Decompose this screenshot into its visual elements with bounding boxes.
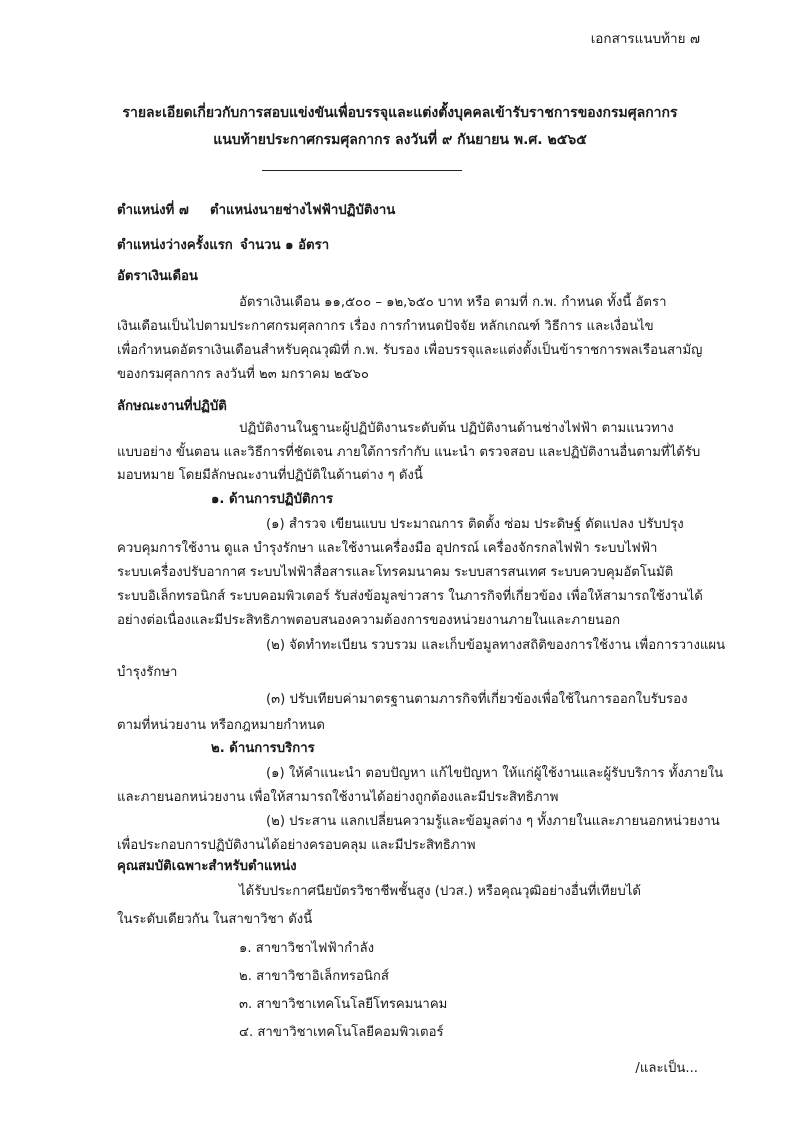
qualifications-intro-line: ได้รับประกาศนียบัตรวิชาชีพชั้นสูง (ปวส.) หรือคุณวุฒิอย่างอื่นที่เทียบได้	[239, 884, 641, 899]
vacancy-label: ตำแหน่งว่างครั้งแรก	[117, 238, 233, 253]
salary-line: เพื่อกำหนดอัตราเงินเดือนสำหรับคุณวุฒิที่ ก.พ. รับรอง เพื่อบรรจุและแต่งตั้งเป็นข้าราชการพลเรือนสามัญ	[117, 343, 703, 358]
vacancy-count: จำนวน ๑ อัตรา	[240, 238, 330, 253]
qualifications-heading: คุณสมบัติเฉพาะสำหรับตำแหน่ง	[117, 859, 297, 874]
continuation-marker: /และเป็น...	[635, 1061, 698, 1076]
annex-label: เอกสารแนบท้าย ๗	[590, 31, 700, 47]
duty-item-line: เพื่อประกอบการปฏิบัติงานได้อย่างครอบคลุม และมีประสิทธิภาพ	[117, 838, 476, 853]
salary-line: ของกรมศุลกากร ลงวันที่ ๒๓ มกราคม ๒๕๖๐	[117, 367, 369, 382]
duty-item-line: (๑) สำรวจ เขียนแบบ ประมาณการ ติดตั้ง ซ่อม ประดิษฐ์ ดัดแปลง ปรับปรุง	[266, 517, 684, 532]
duty-item-line: (๒) จัดทำทะเบียน รวบรวม และเก็บข้อมูลทางสถิติของการใช้งาน เพื่อการวางแผน	[266, 638, 726, 653]
field-of-study-item: ๓. สาขาวิชาเทคโนโลยีโทรคมนาคม	[239, 997, 448, 1012]
salary-line: เงินเดือนเป็นไปตามประกาศกรมศุลกากร เรื่อง การกำหนดปัจจัย หลักเกณฑ์ วิธีการ และเงื่อนไข	[117, 319, 654, 334]
qualifications-intro-line: ในระดับเดียวกัน ในสาขาวิชา ดังนี้	[117, 912, 313, 927]
field-of-study-item: ๔. สาขาวิชาเทคโนโลยีคอมพิวเตอร์	[239, 1025, 444, 1040]
section-heading-services: ๒. ด้านการบริการ	[211, 741, 315, 756]
position-number: ตำแหน่งที่ ๗	[117, 203, 189, 218]
duties-intro-line: มอบหมาย โดยมีลักษณะงานที่ปฏิบัติในด้านต่าง ๆ ดังนี้	[117, 468, 423, 483]
duty-item-line: ระบบอิเล็กทรอนิกส์ ระบบคอมพิวเตอร์ รับส่งข้อมูลข่าวสาร ในภารกิจที่เกี่ยวข้อง เพื่อให้สามารถใช้งานได้	[117, 589, 703, 604]
salary-line: อัตราเงินเดือน ๑๑,๕๐๐ – ๑๒,๖๕๐ บาท หรือ ตามที่ ก.พ. กำหนด ทั้งนี้ อัตรา	[239, 295, 667, 310]
section-heading-operations: ๑. ด้านการปฏิบัติการ	[211, 492, 334, 507]
duty-item-line: (๓) ปรับเทียบค่ามาตรฐานตามภารกิจที่เกี่ยวข้องเพื่อใช้ในการออกใบรับรอง	[266, 692, 688, 707]
duty-item-line: และภายนอกหน่วยงาน เพื่อให้สามารถใช้งานได้อย่างถูกต้องและมีประสิทธิภาพ	[117, 790, 559, 805]
duty-item-line: (๒) ประสาน แลกเปลี่ยนความรู้และข้อมูลต่าง ๆ ทั้งภายในและภายนอกหน่วยงาน	[266, 814, 720, 829]
duty-item-line: (๑) ให้คำแนะนำ ตอบปัญหา แก้ไขปัญหา ให้แก่ผู้ใช้งานและผู้รับบริการ ทั้งภายใน	[266, 766, 724, 781]
position-name: ตำแหน่งนายช่างไฟฟ้าปฏิบัติงาน	[210, 203, 396, 218]
field-of-study-item: ๒. สาขาวิชาอิเล็กทรอนิกส์	[239, 969, 389, 984]
salary-heading: อัตราเงินเดือน	[117, 269, 198, 284]
duty-item-line: ตามที่หน่วยงาน หรือกฎหมายกำหนด	[117, 718, 325, 733]
duties-intro-line: แบบอย่าง ขั้นตอน และวิธีการที่ชัดเจน ภายใต้การกำกับ แนะนำ ตรวจสอบ และปฏิบัติงานอื่นตามที่ได้รับ	[117, 445, 701, 460]
field-of-study-item: ๑. สาขาวิชาไฟฟ้ากำลัง	[239, 941, 375, 956]
duties-heading: ลักษณะงานที่ปฏิบัติ	[117, 399, 227, 414]
duties-intro-line: ปฏิบัติงานในฐานะผู้ปฏิบัติงานระดับต้น ปฏิบัติงานด้านช่างไฟฟ้า ตามแนวทาง	[239, 421, 674, 436]
duty-item-line: ควบคุมการใช้งาน ดูแล บำรุงรักษา และใช้งานเครื่องมือ อุปกรณ์ เครื่องจักรกลไฟฟ้า ระบบไฟฟ้า	[117, 541, 658, 556]
document-title-line-2: แนบท้ายประกาศกรมศุลกากร ลงวันที่ ๙ กันยายน พ.ศ. ๒๕๖๕	[213, 132, 587, 148]
duty-item-line: อย่างต่อเนื่องและมีประสิทธิภาพตอบสนองความต้องการของหน่วยงานภายในและภายนอก	[117, 613, 621, 628]
document-title-line-1: รายละเอียดเกี่ยวกับการสอบแข่งขันเพื่อบรรจุและแต่งตั้งบุคคลเข้ารับราชการของกรมศุลกากร	[122, 105, 678, 121]
duty-item-line: ระบบเครื่องปรับอากาศ ระบบไฟฟ้าสื่อสารและโทรคมนาคม ระบบสารสนเทศ ระบบควบคุมอัตโนมัติ	[117, 565, 674, 580]
duty-item-line: บำรุงรักษา	[117, 665, 178, 680]
title-divider	[262, 170, 462, 171]
